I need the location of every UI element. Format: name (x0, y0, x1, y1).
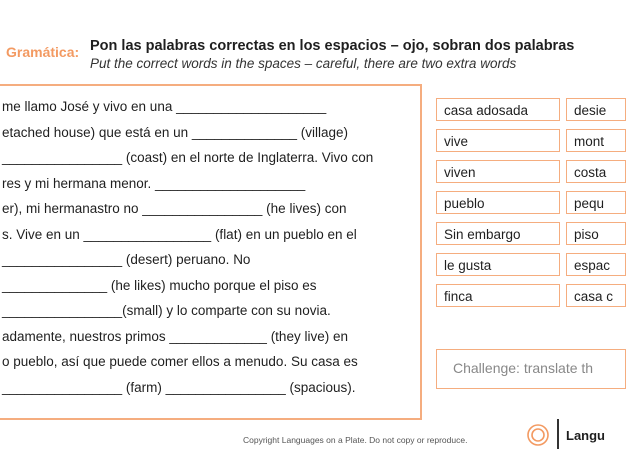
plate-logo-icon (527, 424, 549, 446)
passage-text (0, 94, 420, 400)
challenge-box: Challenge: translate th (436, 349, 626, 389)
word-bank-row (436, 253, 626, 276)
passage-line: ______________ (he likes) mucho porque el piso es (2, 277, 317, 293)
passage-box (0, 84, 422, 420)
copyright-notice: Copyright Languages on a Plate. Do not copy or reproduce. (243, 435, 468, 445)
passage-line: ________________ (farm) ________________ (spacious). (2, 379, 356, 395)
grammar-label: Gramática: (6, 44, 80, 60)
passage-line: adamente, nuestros primos _____________ (they live) en (2, 328, 348, 344)
word-bank-cell: le gusta (436, 253, 560, 276)
passage-line: ________________(small) y lo comparte con su novia. (2, 303, 331, 318)
word-bank-row (436, 129, 626, 152)
word-bank-row (436, 191, 626, 214)
brand-name: Langu (566, 428, 605, 443)
word-bank-cell: vive (436, 129, 560, 152)
word-bank-cell: espac (566, 253, 626, 276)
word-bank-cell: finca (436, 284, 560, 307)
word-bank-row (436, 284, 626, 307)
brand-divider (557, 419, 559, 449)
passage-line: ________________ (coast) en el norte de Inglaterra. Vivo con (2, 150, 374, 165)
word-bank-row (436, 98, 626, 121)
word-bank-cell: mont (566, 129, 626, 152)
word-bank-cell: pequ (566, 191, 626, 214)
word-bank-cell: desie (566, 98, 626, 121)
word-bank (436, 98, 626, 315)
word-bank-cell: piso (566, 222, 626, 245)
passage-line: res y mi hermana menor. ____________________ (2, 175, 306, 191)
instruction-subtitle: Put the correct words in the spaces – careful, there are two extra words (90, 56, 517, 71)
word-bank-row (436, 160, 626, 183)
word-bank-cell: pueblo (436, 191, 560, 214)
passage-line: etached house) que está en un ______________ (village) (2, 124, 349, 140)
passage-line: ________________ (desert) peruano. No (2, 252, 251, 267)
word-bank-cell: casa adosada (436, 98, 560, 121)
passage-line: er), mi hermanastro no ________________ (he lives) con (2, 201, 347, 216)
word-bank-cell: Sin embargo (436, 222, 560, 245)
word-bank-cell: costa (566, 160, 626, 183)
passage-line: o pueblo, así que puede comer ellos a menudo. Su casa es (2, 354, 358, 369)
passage-line: me llamo José y vivo en una ____________________ (2, 99, 327, 114)
word-bank-row (436, 222, 626, 245)
instruction-title: Pon las palabras correctas en los espacios – ojo, sobran dos palabras (90, 38, 575, 54)
word-bank-cell: casa c (566, 284, 626, 307)
passage-line: s. Vive en un _________________ (flat) en un pueblo en el (2, 226, 357, 242)
word-bank-cell: viven (436, 160, 560, 183)
